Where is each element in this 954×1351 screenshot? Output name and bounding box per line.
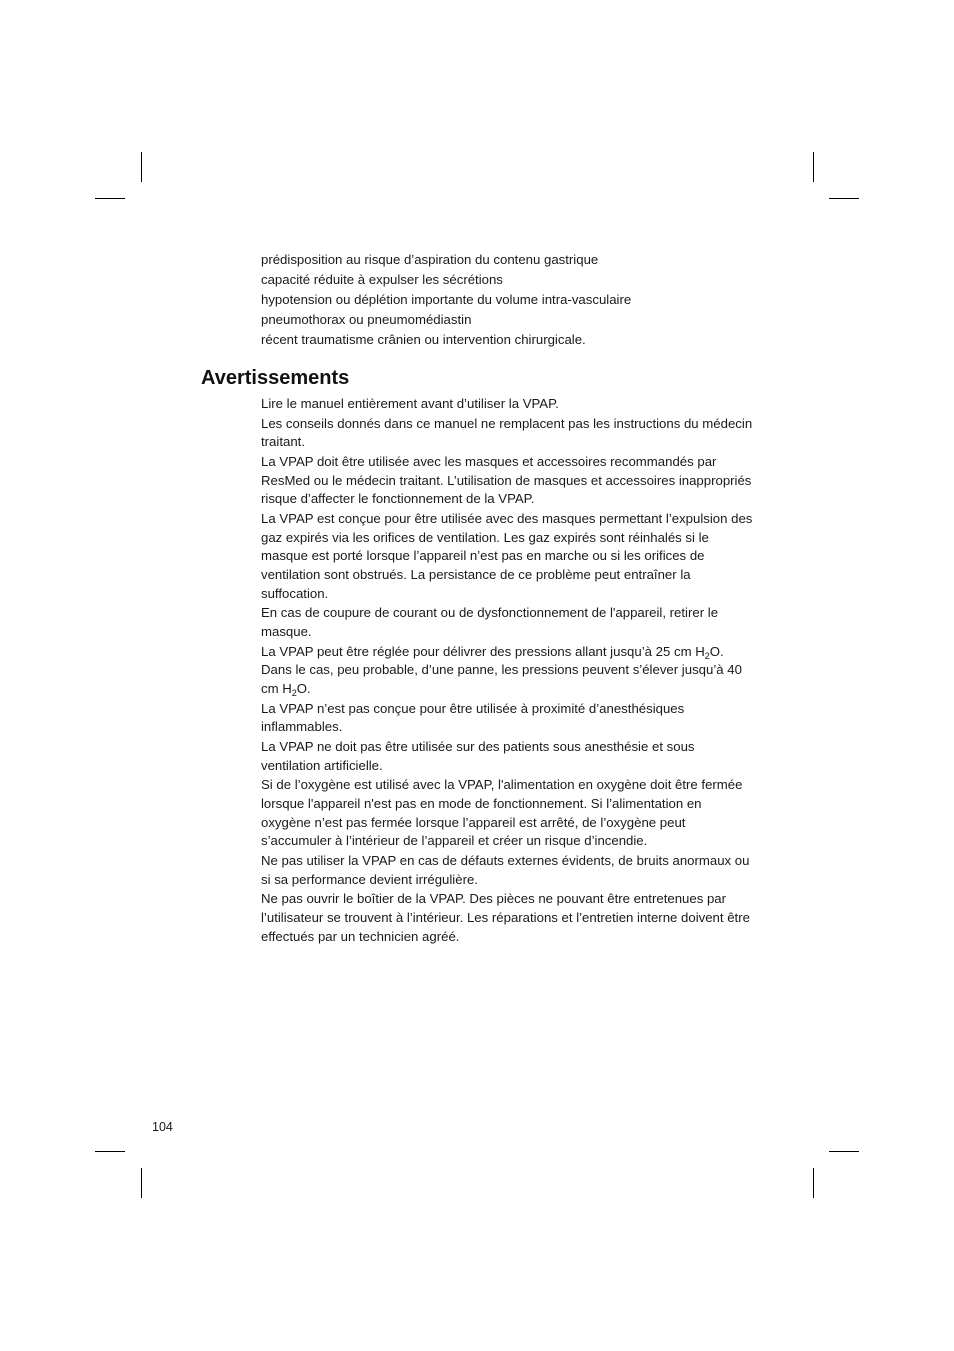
warning-item: Lire le manuel entièrement avant d’utiliser la VPAP.	[261, 396, 559, 411]
warning-text: La VPAP peut être réglée pour délivrer des pressions allant jusqu’à 25 cm H	[261, 643, 705, 659]
warning-item-pressure	[261, 643, 753, 699]
warning-item: La VPAP n’est pas conçue pour être utilisée à proximité d’anesthésiques inflammables.	[261, 700, 685, 735]
warning-item: La VPAP est conçue pour être utilisée avec des masques permettant l’expulsion des gaz expirés via les orifices de ventilation. Les gaz expirés sont réinhalés si le masque est porté lorsque l’appareil n’est pas en marche ou si les orifices de ventilation sont obstrués. La persistance de ce problème peut entraîner la suffocation.	[261, 511, 753, 601]
list-item: récent traumatisme crânien ou intervention chirurgicale.	[261, 332, 586, 347]
warning-item: Ne pas ouvrir le boîtier de la VPAP. Des pièces ne pouvant être entretenues par l’utilisateur se trouvent à l’intérieur. Les réparations et l’entretien interne doivent être effectués par un technicien agréé.	[261, 891, 750, 944]
section-heading: Avertissements	[201, 367, 350, 389]
page-number: 104	[152, 1120, 173, 1134]
warnings-list	[261, 395, 753, 947]
crop-mark-bottom-left-vertical	[141, 1168, 142, 1198]
crop-mark-top-left-vertical	[141, 152, 142, 182]
crop-mark-bottom-right-vertical	[813, 1168, 814, 1198]
crop-mark-top-left-horizontal	[95, 198, 125, 199]
warning-item: Ne pas utiliser la VPAP en cas de défauts externes évidents, de bruits anormaux ou si sa performance devient irrégulière.	[261, 852, 750, 887]
subscript: 2	[704, 650, 710, 661]
crop-mark-bottom-left-horizontal	[95, 1151, 125, 1152]
warning-item: Si de l’oxygène est utilisé avec la VPAP, l'alimentation en oxygène doit être fermée lorsque l'appareil n'est pas en mode de fonctionnement. Si l’alimentation en oxygène n’est pas fermée lorsque l’appareil est arrêté, de l’oxygène peut s’accumuler à l’intérieur de l’appareil et créer un risque d’incendie.	[261, 777, 743, 849]
warning-item: La VPAP ne doit pas être utilisée sur des patients sous anesthésie et sous ventilation artificielle.	[261, 739, 695, 773]
list-item: prédisposition au risque d’aspiration du contenu gastrique	[261, 252, 599, 267]
list-item: hypotension ou déplétion importante du volume intra-vasculaire	[261, 292, 632, 307]
crop-mark-bottom-right-horizontal	[829, 1151, 859, 1152]
warning-item: Les conseils donnés dans ce manuel ne remplacent pas les instructions du médecin traitant.	[261, 415, 753, 450]
warning-item: En cas de coupure de courant ou de dysfonctionnement de l'appareil, retirer le masque.	[261, 605, 719, 639]
contraindication-list	[261, 250, 761, 350]
warning-text: O. Dans le cas, peu probable, d’une panne, les pressions peuvent s’élever jusqu’à 40 cm H	[261, 643, 742, 696]
crop-mark-top-right-horizontal	[829, 198, 859, 199]
list-item: capacité réduite à expulser les sécrétions	[261, 272, 503, 287]
warning-text: O.	[296, 680, 311, 696]
warning-item: La VPAP doit être utilisée avec les masques et accessoires recommandés par ResMed ou le médecin traitant. L’utilisation de masques et accessoires inappropriés risque d’affecter le fonctionnement de la VPAP.	[261, 454, 752, 507]
list-item: pneumothorax ou pneumomédiastin	[261, 312, 472, 327]
crop-mark-top-right-vertical	[813, 152, 814, 182]
subscript: 2	[291, 687, 297, 698]
